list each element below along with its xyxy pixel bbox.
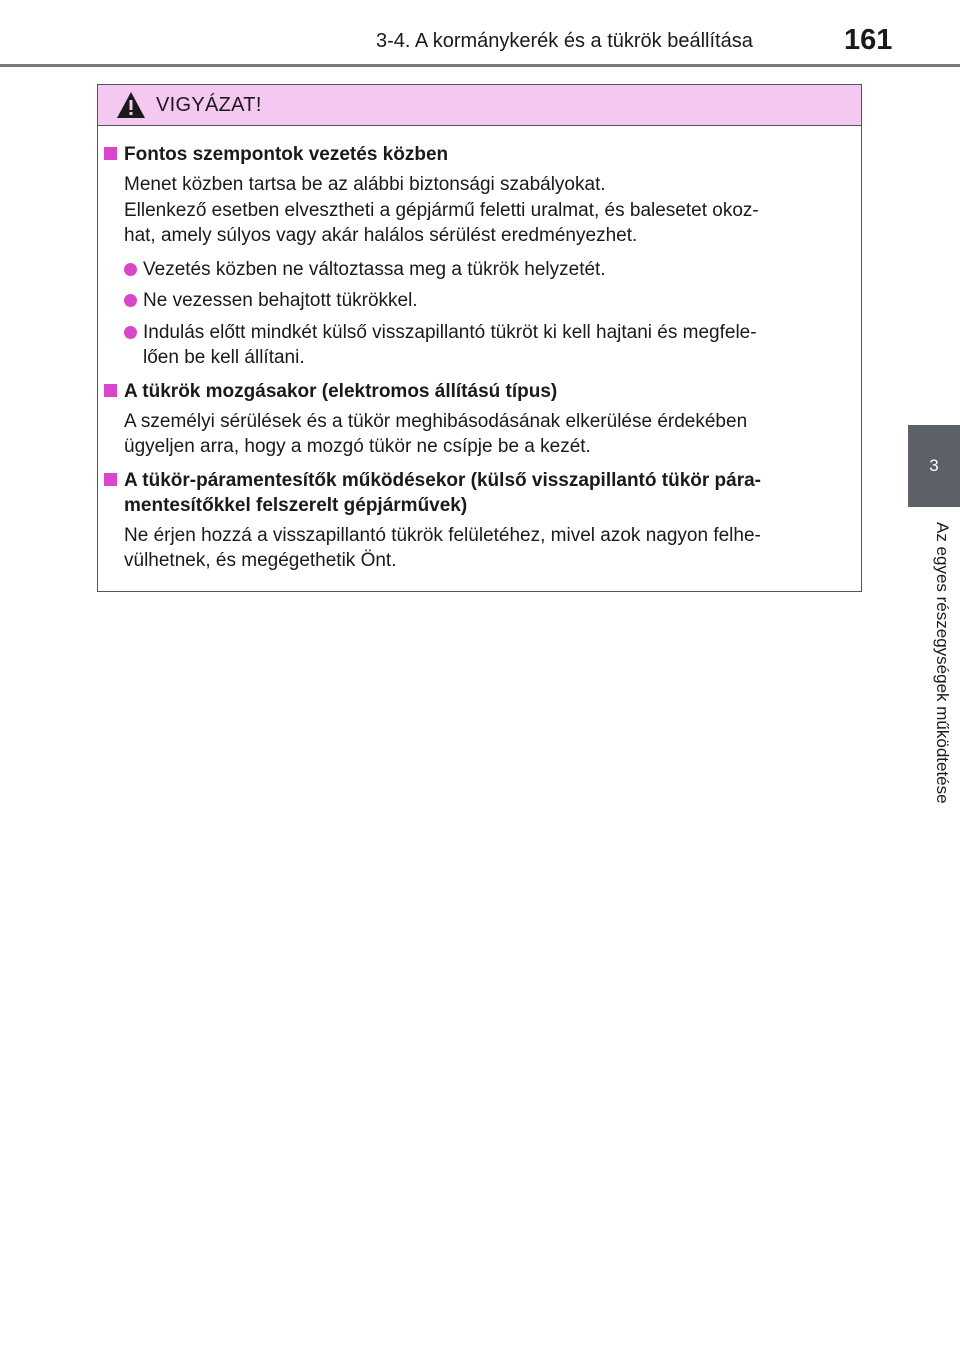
page-number: 161: [844, 24, 893, 56]
round-bullet-icon: [124, 263, 137, 276]
warning-body: [98, 126, 861, 574]
header-rule: [0, 64, 960, 67]
section-paragraph: A személyi sérülések és a tükör meghibásodásának elkerülése érdekében ügyeljen arra, hogy a mozgó tükör ne csípje be a kezét.: [124, 410, 748, 457]
section-title: A tükör-páramentesítők működésekor (külső visszapillantó tükör pára- mentesítőkkel felszerelt gépjárművek): [104, 468, 851, 518]
header-title: 3-4. A kormánykerék és a tükrök beállítása: [376, 30, 753, 52]
round-bullet-icon: [124, 294, 137, 307]
section-title: A tükrök mozgásakor (elektromos állítású típus): [104, 379, 851, 404]
list-item: Ne vezessen behajtott tükrökkel.: [104, 288, 851, 314]
warning-header: [98, 85, 861, 126]
warning-box: [97, 84, 862, 592]
chapter-tab: [908, 425, 960, 507]
list-item: Indulás előtt mindkét külső visszapillantó tükröt ki kell hajtani és megfele- lően be kell állítani.: [104, 320, 851, 371]
square-bullet-icon: [104, 473, 117, 486]
square-bullet-icon: [104, 147, 117, 160]
chapter-number: 3: [929, 456, 939, 475]
list-item: Vezetés közben ne változtassa meg a tükrök helyzetét.: [104, 257, 851, 283]
warning-title: VIGYÁZAT!: [156, 93, 262, 116]
section-paragraph: Menet közben tartsa be az alábbi biztonsági szabályokat. Ellenkező esetben elvesztheti a gépjármű feletti uralmat, és balesetet okoz- hat, amely súlyos vagy akár halálos sérülést eredményezhet.: [124, 174, 759, 246]
section-paragraph: Ne érjen hozzá a visszapillantó tükrök felületéhez, mivel azok nagyon felhe- vülhetnek, és megégethetik Önt.: [124, 524, 761, 571]
warning-triangle-icon: [116, 91, 146, 119]
chapter-label: Az egyes részegységek működtetése: [933, 522, 952, 804]
square-bullet-icon: [104, 384, 117, 397]
section-title: Fontos szempontok vezetés közben: [104, 142, 851, 167]
round-bullet-icon: [124, 326, 137, 339]
